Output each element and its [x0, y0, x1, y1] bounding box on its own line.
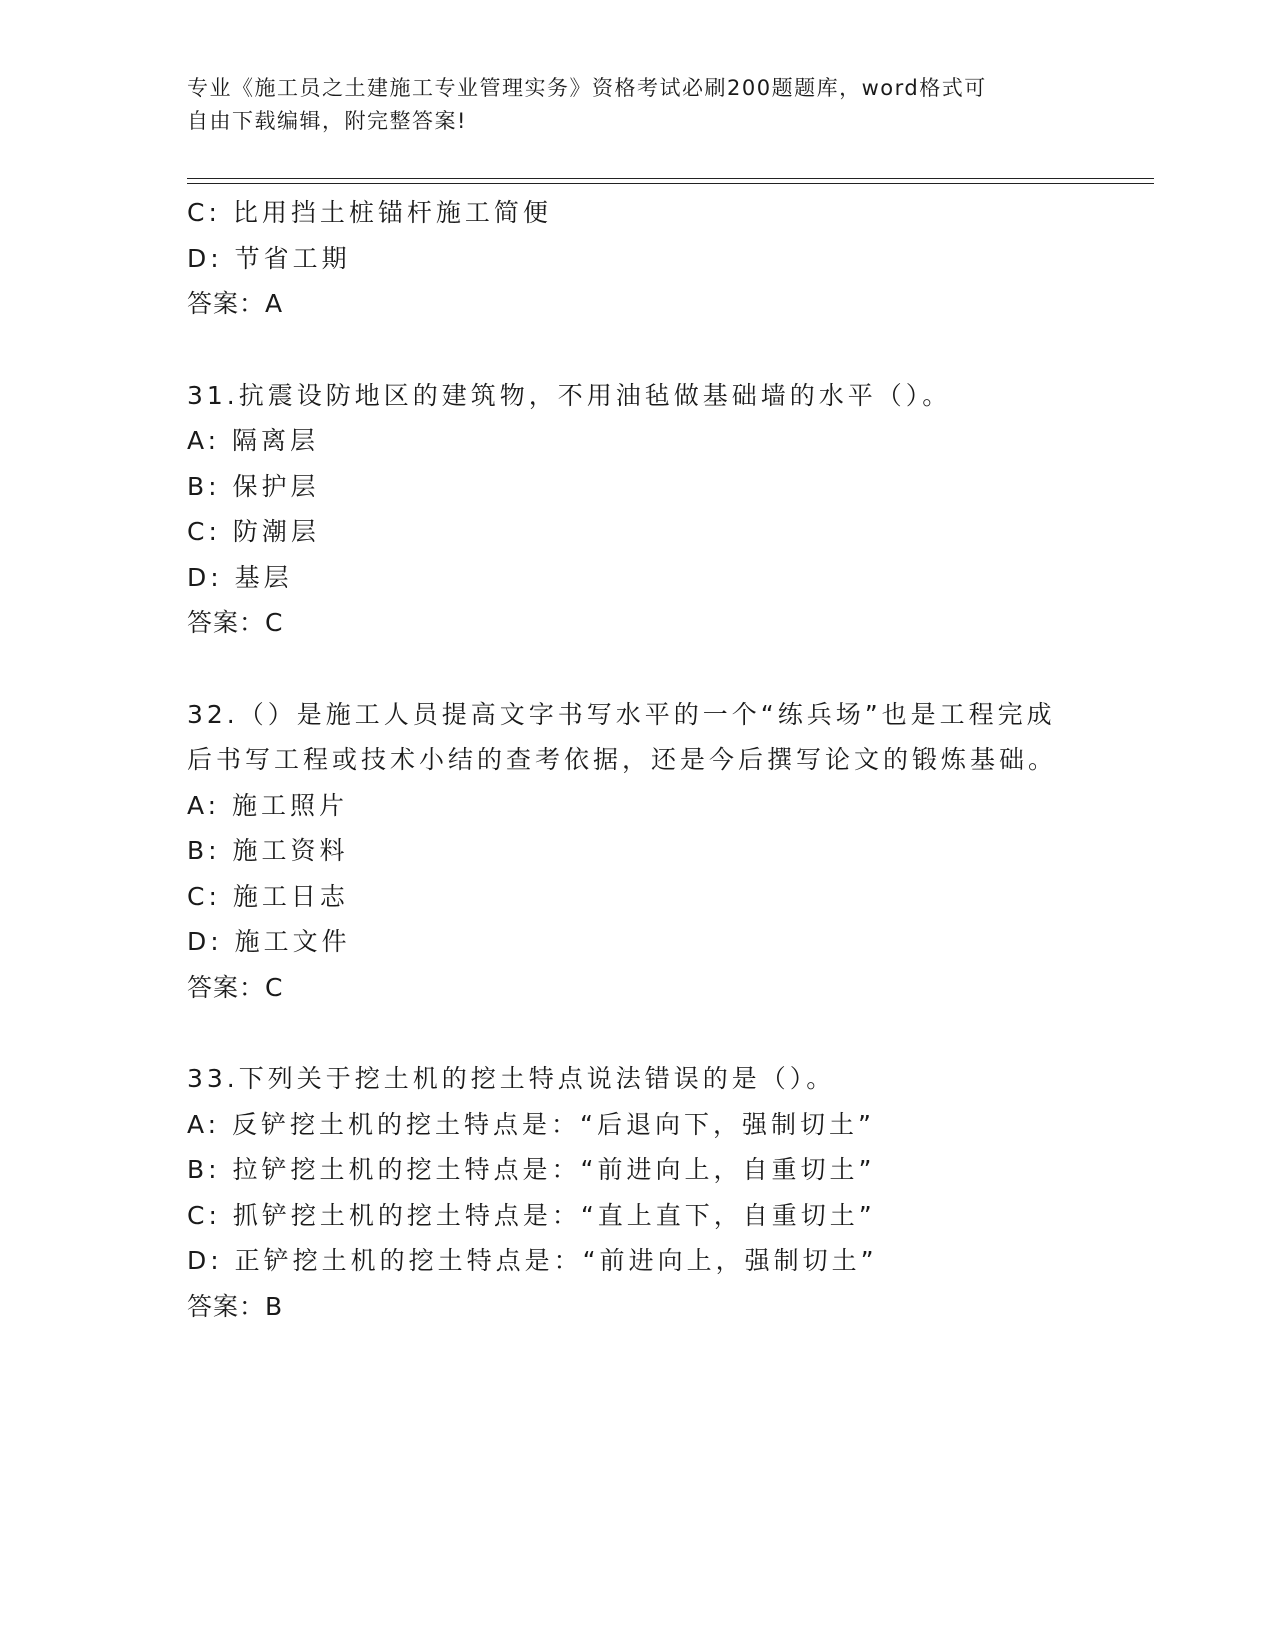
header-line-2: 自由下载编辑，附完整答案! — [187, 109, 467, 133]
answer: 答案：C — [187, 608, 284, 637]
question-stem-continued: 后书写工程或技术小结的查考依据，还是今后撰写论文的锻炼基础。 — [187, 745, 1058, 774]
question-32 — [187, 692, 1127, 1011]
option-a: A: 隔离层 — [187, 426, 320, 455]
option-c: C: 抓铲挖土机的挖土特点是：“直上直下，自重切土” — [187, 1200, 876, 1230]
header-divider-bottom — [187, 183, 1154, 184]
question-stem: 33.下列关于挖土机的挖土特点说法错误的是（）。 — [187, 1064, 836, 1093]
answer: 答案：A — [187, 289, 284, 318]
option-a: A: 施工照片 — [187, 790, 349, 820]
option-c: C: 施工日志 — [187, 881, 349, 911]
question-fragment — [187, 190, 1127, 327]
answer: 答案：C — [187, 972, 284, 1002]
question-33 — [187, 1056, 1127, 1329]
question-stem: 32.（）是施工人员提高文字书写水平的一个“练兵场”也是工程完成 — [187, 699, 1056, 729]
document-header — [187, 72, 1087, 138]
question-31 — [187, 373, 1127, 646]
header-divider-top — [187, 178, 1154, 179]
document-body — [187, 190, 1127, 1329]
option-b: B: 保护层 — [187, 471, 320, 501]
option-d: D: 基层 — [187, 562, 293, 592]
option-b: B: 施工资料 — [187, 836, 349, 865]
spacer — [187, 327, 1127, 373]
option-c: C: 防潮层 — [187, 517, 320, 546]
option-c: C: 比用挡土桩锚杆施工简便 — [187, 198, 552, 227]
option-b: B: 拉铲挖土机的挖土特点是：“前进向上，自重切土” — [187, 1155, 876, 1184]
answer: 答案：B — [187, 1291, 284, 1321]
option-d: D: 节省工期 — [187, 243, 351, 273]
option-d: D: 正铲挖土机的挖土特点是：“前进向上，强制切土” — [187, 1246, 878, 1275]
spacer — [187, 1010, 1127, 1056]
option-a: A: 反铲挖土机的挖土特点是：“后退向下，强制切土” — [187, 1109, 875, 1139]
header-line-1: 专业《施工员之土建施工专业管理实务》资格考试必刷200题题库，word格式可 — [187, 76, 987, 100]
spacer — [187, 646, 1127, 692]
option-d: D: 施工文件 — [187, 927, 351, 956]
question-stem: 31.抗震设防地区的建筑物，不用油毡做基础墙的水平（）。 — [187, 380, 952, 410]
